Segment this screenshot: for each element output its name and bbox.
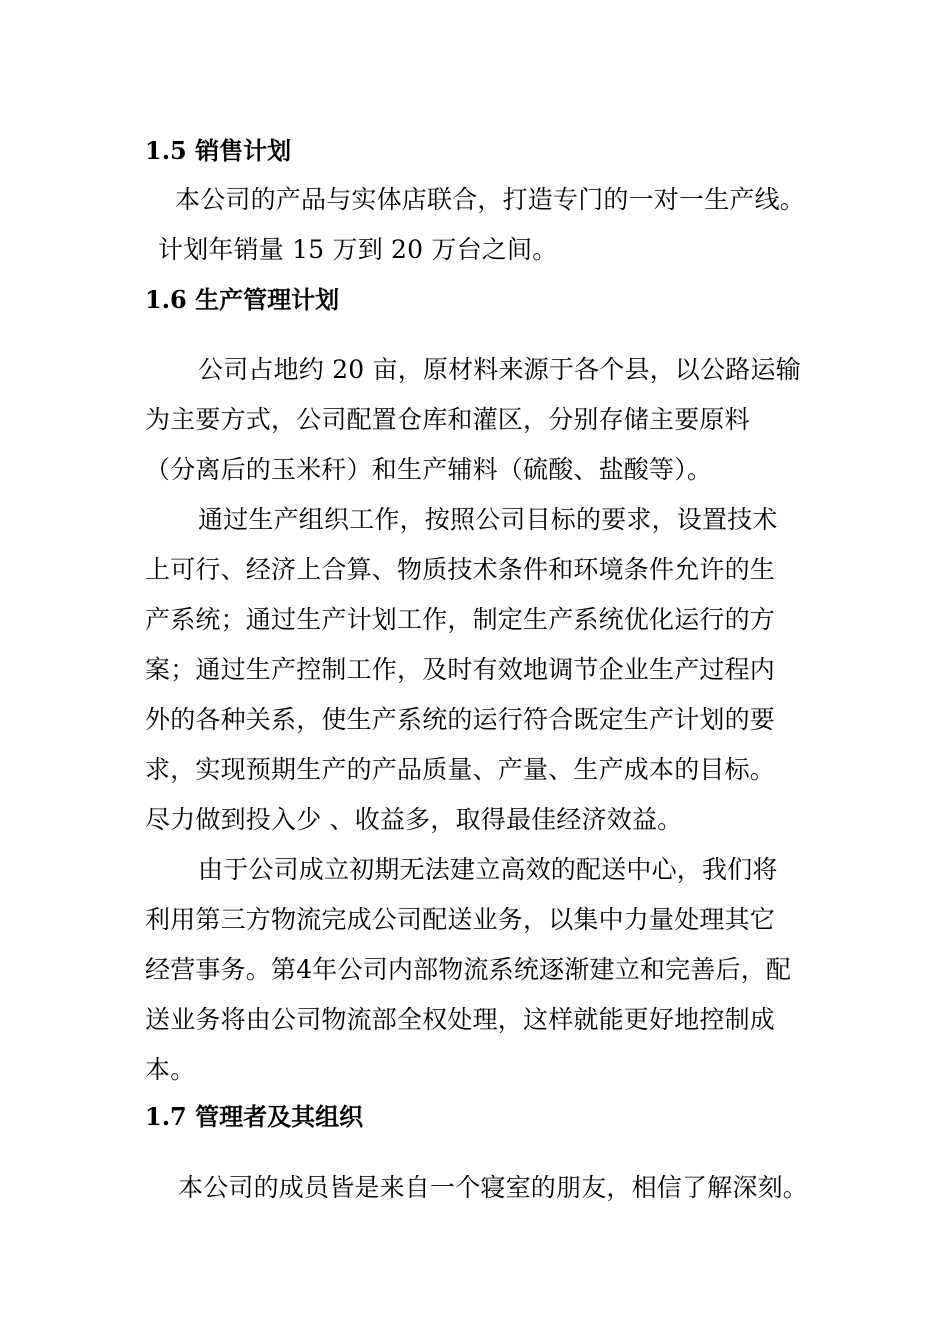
paragraph-line: 求，实现预期生产的产品质量、产量、生产成本的目标。	[145, 755, 776, 784]
paragraph-line: 公司占地约 20 亩，原材料来源于各个县，以公路运输	[198, 355, 801, 384]
paragraph-line: 上可行、经济上合算、物质技术条件和环境条件允许的生	[145, 555, 776, 584]
paragraph-line: 由于公司成立初期无法建立高效的配送中心，我们将	[198, 855, 778, 884]
paragraph-line: 本。	[145, 1055, 196, 1084]
paragraph-line: 尽力做到投入少 、收益多，取得最佳经济效益。	[145, 805, 683, 834]
paragraph-line: 案；通过生产控制工作，及时有效地调节企业生产过程内	[145, 655, 776, 684]
paragraph-line: 为主要方式，公司配置仓库和灌区，分别存储主要原料	[145, 405, 750, 434]
paragraph-line: 通过生产组织工作，按照公司目标的要求，设置技术	[198, 505, 778, 534]
paragraph-line: 经营事务。第4年公司内部物流系统逐渐建立和完善后，配	[145, 955, 792, 984]
paragraph-line: 产系统；通过生产计划工作，制定生产系统优化运行的方	[145, 605, 776, 634]
paragraph-line: （分离后的玉米秆）和生产辅料（硫酸、盐酸等）。	[145, 455, 713, 484]
section-heading-production-plan: 1.6 生产管理计划	[145, 285, 340, 314]
paragraph-line: 外的各种关系，使生产系统的运行符合既定生产计划的要	[145, 705, 776, 734]
paragraph-line: 本公司的产品与实体店联合，打造专门的一对一生产线。	[175, 185, 806, 214]
section-heading-sales-plan: 1.5 销售计划	[145, 136, 292, 165]
paragraph-line: 送业务将由公司物流部全权处理，这样就能更好地控制成	[145, 1005, 776, 1034]
paragraph-line: 本公司的成员皆是来自一个寝室的朋友，相信了解深刻。	[178, 1173, 809, 1202]
section-heading-management: 1.7 管理者及其组织	[145, 1102, 364, 1131]
paragraph-line: 计划年销量 15 万到 20 万台之间。	[158, 235, 558, 264]
paragraph-line: 利用第三方物流完成公司配送业务，以集中力量处理其它	[145, 905, 776, 934]
